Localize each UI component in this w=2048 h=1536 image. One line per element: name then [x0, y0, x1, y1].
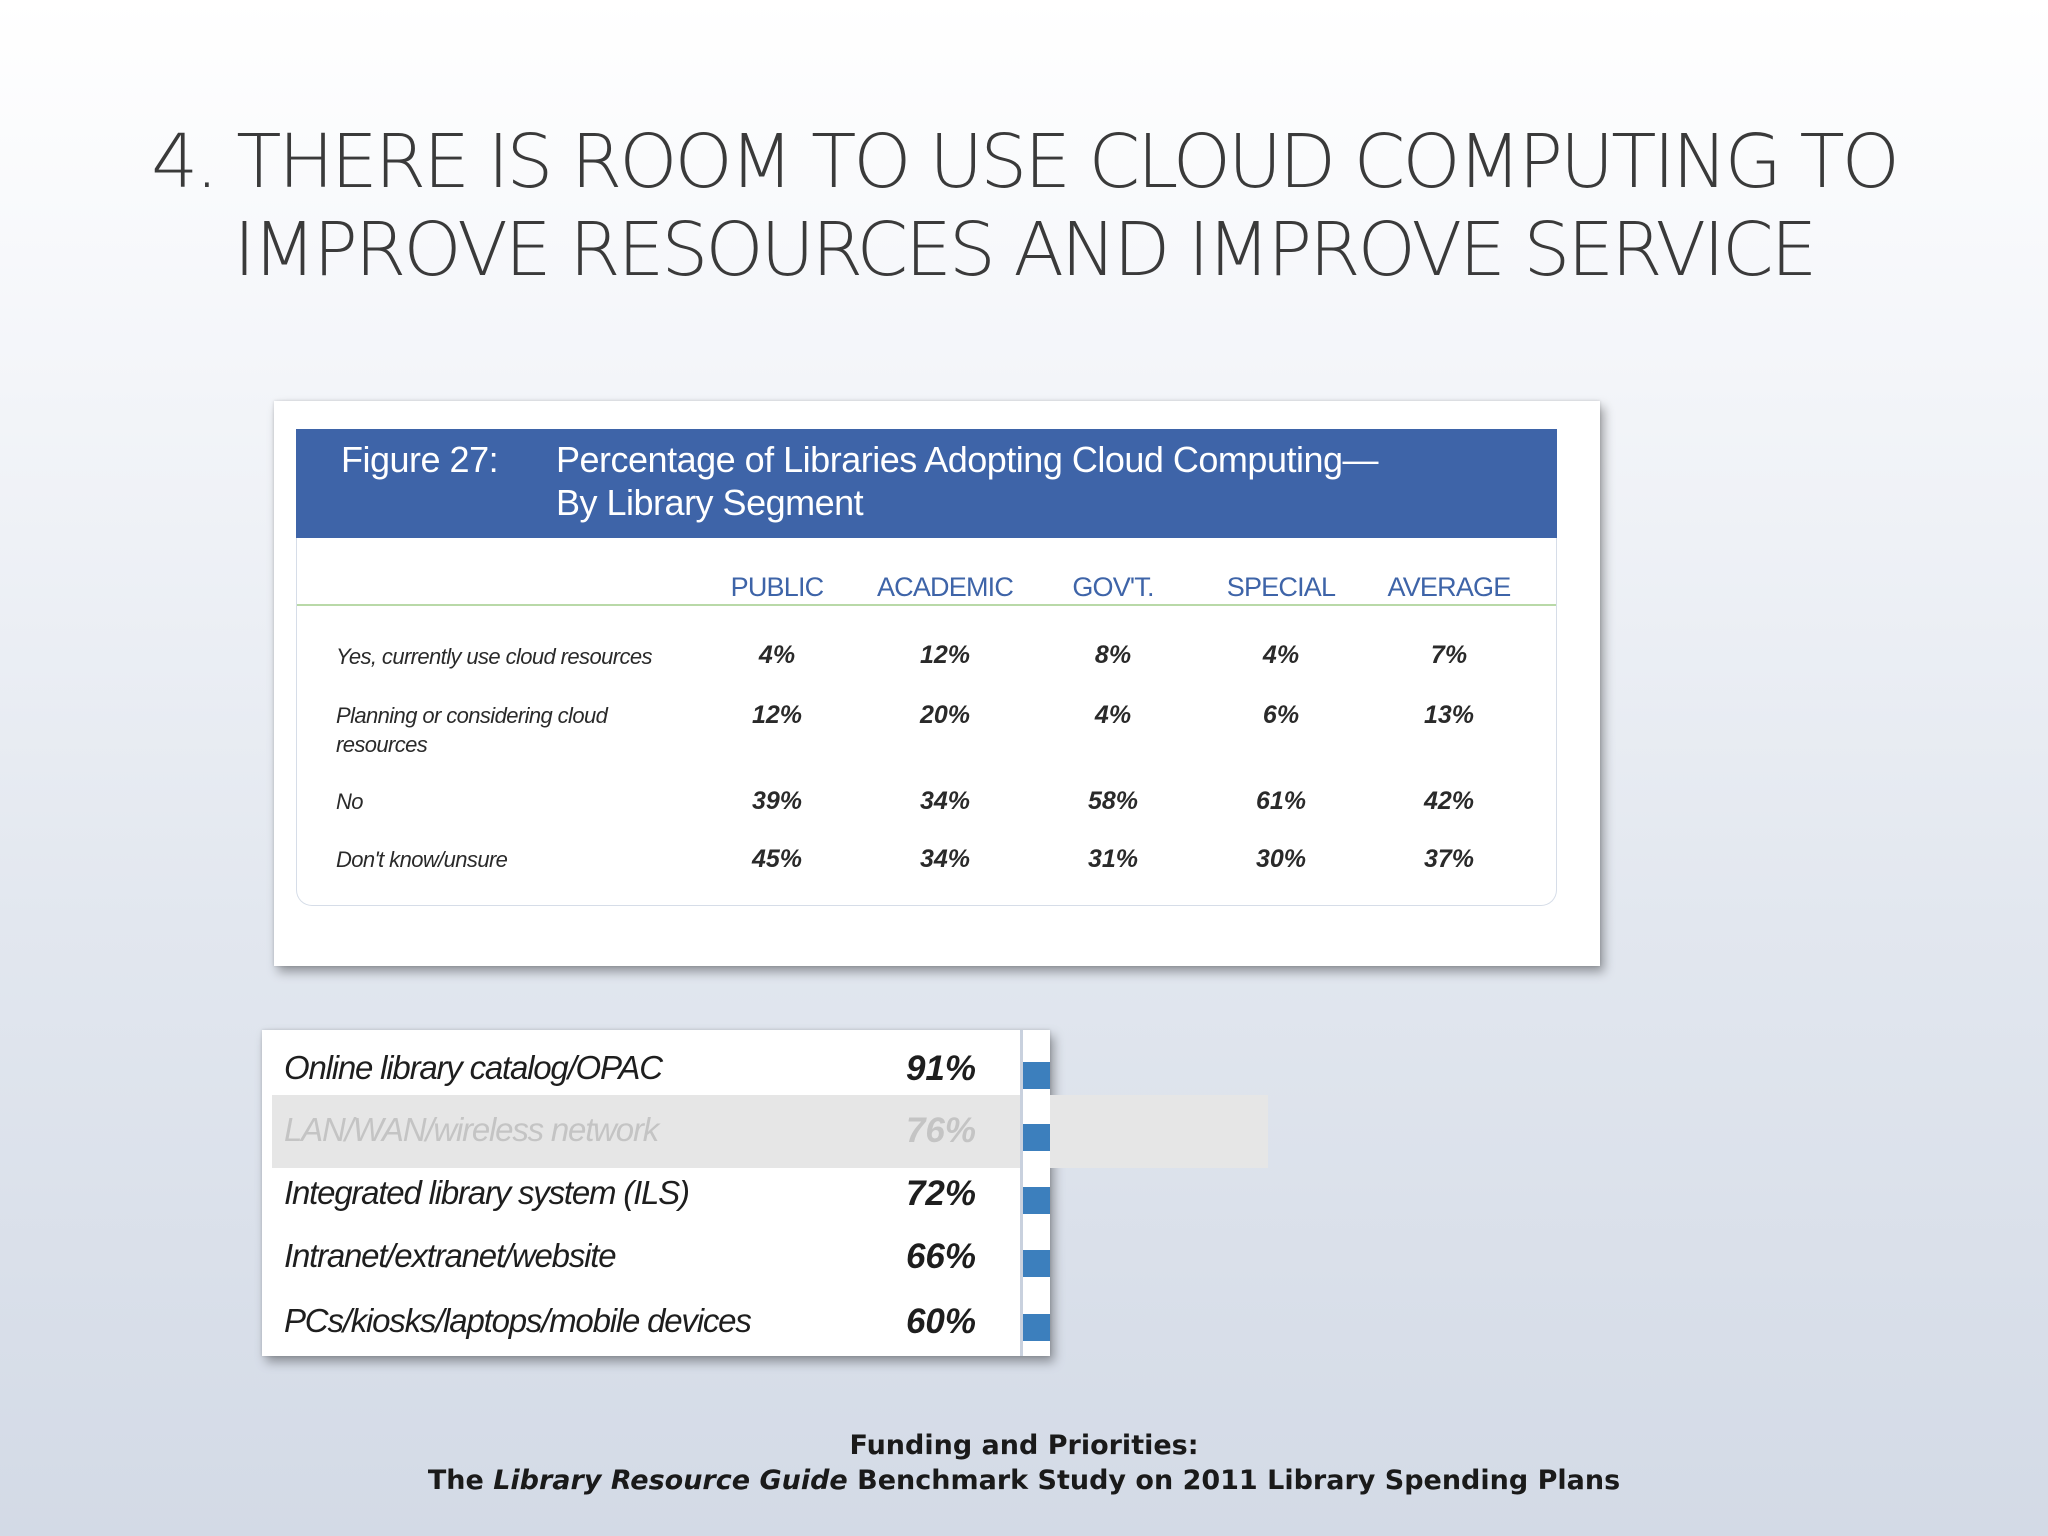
- source-line-2: [0, 1463, 2048, 1498]
- table-cell: 34%: [919, 787, 971, 815]
- list-item-label: LAN/WAN/wireless network: [284, 1111, 659, 1148]
- table-cell: 4%: [758, 641, 796, 669]
- table-cell: 12%: [919, 641, 971, 669]
- bar-strip: [1020, 1030, 1050, 1356]
- table-cell: 42%: [1423, 787, 1475, 815]
- bar-segment: [1023, 1124, 1050, 1151]
- list-item-value: 60%: [905, 1302, 976, 1341]
- table-row-label: No: [336, 789, 363, 814]
- bar-segment: [1023, 1250, 1050, 1277]
- table-cell: 39%: [751, 787, 803, 815]
- column-header-academic: ACADEMIC: [876, 572, 1014, 602]
- slide-title-line-1: 4. THERE IS ROOM TO USE CLOUD COMPUTING TO: [151, 119, 1897, 205]
- list-item-label: Online library catalog/OPAC: [284, 1049, 662, 1086]
- figure-27-card: [274, 401, 1600, 966]
- table-cell: 31%: [1087, 845, 1139, 873]
- slide-title-line-2: IMPROVE RESOURCES AND IMPROVE SERVICE: [233, 207, 1815, 293]
- column-header-public: PUBLIC: [730, 572, 824, 602]
- source-line-1: Funding and Priorities:: [849, 1430, 1199, 1461]
- list-item-label: PCs/kiosks/laptops/mobile devices: [284, 1302, 751, 1339]
- figure-title: [556, 438, 1378, 524]
- figure-title-line-2: By Library Segment: [556, 482, 864, 523]
- source-caption: [0, 1428, 2048, 1498]
- column-header-govt: GOV'T.: [1072, 572, 1154, 602]
- source-publication-title: Library Resource Guide: [493, 1465, 848, 1496]
- excerpt-list-card: [262, 1030, 1050, 1356]
- source-suffix: Benchmark Study on 2011 Library Spending Plans: [847, 1465, 1621, 1496]
- table-cell: 7%: [1430, 641, 1468, 669]
- list-item-value: 76%: [905, 1111, 976, 1150]
- slide-title: [60, 118, 1988, 294]
- table-cell: 37%: [1423, 845, 1475, 873]
- list-item-value: 72%: [905, 1174, 976, 1213]
- figure-table: [296, 538, 1557, 906]
- figure-number: Figure 27:: [341, 439, 499, 480]
- table-cell: 58%: [1087, 787, 1139, 815]
- list-item-value: 91%: [905, 1049, 976, 1088]
- table-cell: 61%: [1255, 787, 1307, 815]
- bar-segment: [1023, 1187, 1050, 1214]
- bar-segment: [1023, 1062, 1050, 1089]
- column-header-special: SPECIAL: [1226, 572, 1336, 602]
- list-item-label: Integrated library system (ILS): [284, 1174, 689, 1211]
- table-cell: 6%: [1262, 701, 1300, 729]
- table-cell: 8%: [1094, 641, 1132, 669]
- source-prefix: The: [427, 1465, 494, 1496]
- table-cell: 30%: [1255, 845, 1307, 873]
- list-item-value: 66%: [905, 1237, 976, 1276]
- table-row-label: Planning or considering cloud resources: [336, 703, 608, 757]
- header-divider: [297, 604, 1556, 606]
- table-cell: 20%: [919, 701, 971, 729]
- figure-title-line-1: Percentage of Libraries Adopting Cloud Computing—: [556, 439, 1379, 480]
- table-cell: 34%: [919, 845, 971, 873]
- table-cell: 13%: [1423, 701, 1475, 729]
- table-row-label: Don't know/unsure: [336, 847, 508, 872]
- table-cell: 4%: [1262, 641, 1300, 669]
- bar-segment: [1023, 1314, 1050, 1341]
- column-header-average: AVERAGE: [1387, 572, 1511, 602]
- table-cell: 4%: [1094, 701, 1132, 729]
- table-cell: 45%: [751, 845, 803, 873]
- table-row-label: Yes, currently use cloud resources: [336, 644, 652, 669]
- table-cell: 12%: [751, 701, 803, 729]
- list-item-label: Intranet/extranet/website: [284, 1237, 616, 1274]
- figure-header: [296, 429, 1557, 538]
